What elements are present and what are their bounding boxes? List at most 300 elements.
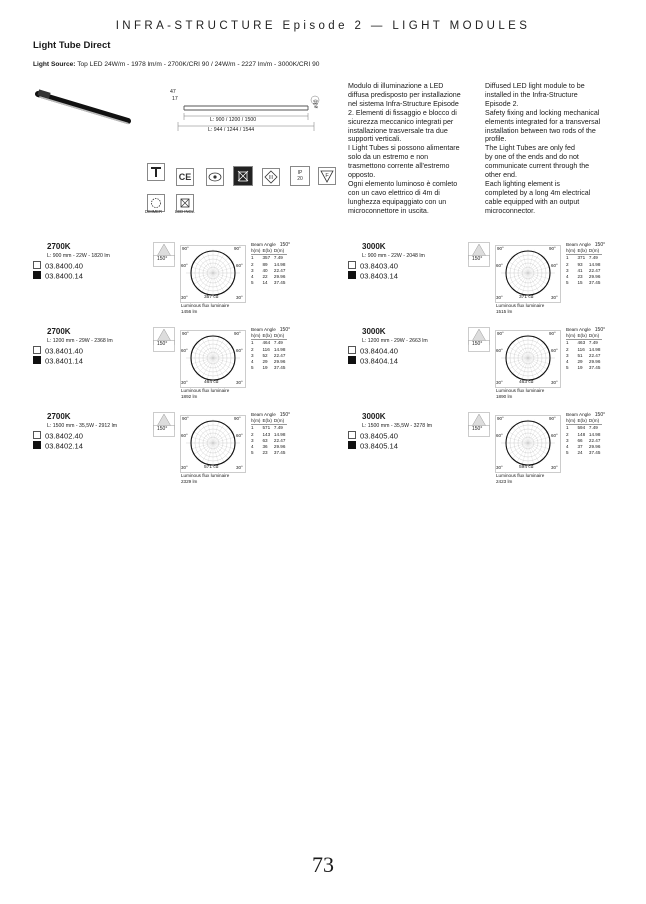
photometric-values	[566, 418, 602, 456]
description-line: installed in the Infra-Structure	[485, 90, 578, 99]
beam-angle-value: 150°	[472, 256, 483, 262]
table-cell: 22.47	[273, 437, 286, 443]
variant-temperature: 2700K	[47, 242, 71, 251]
beam-angle-text-value: 150°	[279, 242, 291, 248]
table-cell: 89	[262, 261, 268, 267]
beam-angle-text-value: 150°	[594, 412, 606, 418]
technical-drawing	[160, 86, 330, 142]
table-cell: 37.45	[588, 450, 601, 456]
table-cell: 22.47	[273, 267, 286, 273]
article-code-text: 03.8400.14	[45, 271, 84, 281]
table-header-row	[251, 248, 287, 255]
polar-angle-label: 60°	[181, 348, 188, 353]
table-cell: 29.96	[588, 359, 601, 365]
table-row	[251, 280, 287, 286]
luminous-flux-value: 1456 lm	[181, 309, 198, 314]
black-finish-swatch	[33, 356, 41, 364]
table-cell: 4	[251, 444, 254, 450]
article-code	[348, 441, 398, 451]
table-cell: 29.96	[273, 359, 286, 365]
article-code	[33, 346, 83, 356]
page-number: 73	[312, 852, 334, 877]
table-cell: 14	[262, 280, 268, 286]
description-english	[485, 82, 625, 216]
table-cell: 7.49	[273, 340, 283, 346]
table-header-row	[251, 333, 287, 340]
polar-diagram	[180, 330, 246, 393]
luminous-flux-value: 1892 lm	[181, 394, 198, 399]
description-line: sicurezza meccanico integrati per	[348, 117, 454, 126]
description-line: con un cavo elettrico di 4m di	[348, 188, 440, 197]
variant-spec: L: 1500 mm - 35,5W - 3278 lm	[362, 423, 433, 429]
table-cell: 4	[566, 444, 569, 450]
variant-block	[33, 412, 333, 492]
table-header-cell: E(lx)	[262, 333, 272, 339]
polar-angle-label: 90°	[234, 331, 241, 336]
table-cell: 463	[577, 340, 586, 346]
black-finish-swatch	[348, 441, 356, 449]
table-cell: 2	[251, 346, 254, 352]
beam-angle-box	[153, 339, 175, 357]
table-cell: 29.96	[588, 274, 601, 280]
light-source-line	[33, 61, 319, 68]
description-line: Ogni elemento luminoso è comleto	[348, 179, 458, 188]
f-mark-icon	[318, 167, 336, 185]
beam-angle-value: 150°	[157, 256, 168, 262]
class-iii-icon	[262, 168, 280, 186]
table-header-cell: h(m)	[566, 248, 576, 254]
luminous-flux-value: 1890 lm	[496, 394, 513, 399]
polar-angle-label: 30°	[496, 295, 503, 300]
ip20-icon	[290, 166, 310, 186]
description-line: Diffused LED light module to be	[485, 82, 585, 90]
table-cell: 29	[577, 359, 583, 365]
table-cell: 93	[577, 261, 583, 267]
table-row	[251, 340, 287, 347]
variant-spec: L: 1200 mm - 29W - 2663 lm	[362, 338, 428, 344]
description-line: installazione trasversale tra due	[348, 126, 448, 135]
polar-angle-label: 60°	[181, 433, 188, 438]
polar-angle-label: 30°	[236, 295, 243, 300]
table-row	[251, 365, 287, 371]
description-line: opposto.	[348, 171, 376, 180]
photometric-table	[566, 327, 605, 371]
beam-angle-text: Beam Angle	[566, 327, 591, 332]
dim-17: 17	[172, 96, 178, 102]
description-line: Modulo di illuminazione a LED	[348, 82, 444, 90]
table-row	[251, 450, 287, 456]
table-header-row	[566, 333, 602, 340]
article-code-text: 03.8402.40	[45, 431, 84, 441]
peak-intensity-label: 594 cd	[519, 465, 534, 470]
weee-icon	[233, 166, 253, 186]
table-cell: 2	[251, 261, 254, 267]
variant-block	[33, 327, 333, 407]
polar-diagram	[180, 245, 246, 308]
polar-angle-label: 30°	[496, 380, 503, 385]
luminous-flux-label: Luminous flux luminaire	[181, 303, 230, 308]
variant-spec: L: 1200 mm - 29W - 2368 lm	[47, 338, 113, 344]
table-cell: 22.47	[588, 437, 601, 443]
variant-spec: L: 1500 mm - 35,5W - 2912 lm	[47, 423, 118, 429]
polar-angle-label: 90°	[549, 331, 556, 336]
description-line: The Light Tubes are only fed	[485, 144, 575, 153]
article-code-text: 03.8402.14	[45, 441, 84, 451]
beam-angle-text-value: 150°	[279, 412, 291, 418]
article-code-text: 03.8404.14	[360, 356, 399, 366]
variant-block	[348, 242, 646, 322]
description-line: I Light Tubes si possono alimentare	[348, 144, 460, 153]
luminous-flux-label: Luminous flux luminaire	[496, 303, 545, 308]
table-cell: 22.47	[588, 352, 601, 358]
beam-angle-value: 150°	[472, 341, 483, 347]
description-line: trasmettono corrente all'estremo	[348, 162, 450, 171]
polar-angle-label: 60°	[236, 348, 243, 353]
table-cell: 1	[566, 425, 569, 431]
polar-angle-label: 90°	[182, 416, 189, 421]
table-cell: 4	[566, 274, 569, 280]
luminous-flux-value: 1515 lm	[496, 309, 513, 314]
white-finish-swatch	[33, 346, 41, 354]
dim-diameter: ø30	[313, 99, 320, 109]
description-line: Each lighting element is	[485, 179, 560, 188]
table-cell: 357	[262, 255, 271, 261]
table-header-cell: D(m)	[588, 248, 600, 254]
beam-angle-text-value: 150°	[279, 327, 291, 333]
table-cell: 29.96	[588, 444, 601, 450]
table-cell: 1	[251, 255, 254, 261]
article-code-text: 03.8401.40	[45, 346, 84, 356]
table-cell: 19	[262, 365, 268, 371]
table-cell: 22.47	[588, 267, 601, 273]
table-cell: 5	[566, 280, 569, 286]
polar-angle-label: 90°	[497, 331, 504, 336]
photometric-values	[566, 248, 602, 286]
table-header-cell: h(m)	[251, 418, 261, 424]
table-cell: 3	[566, 437, 569, 443]
luminous-flux-label: Luminous flux luminaire	[496, 473, 545, 478]
table-cell: 29.96	[273, 444, 286, 450]
description-line: microconnector.	[485, 206, 536, 215]
table-header-row	[566, 418, 602, 425]
polar-angle-label: 90°	[234, 416, 241, 421]
product-title: Light Tube Direct	[33, 40, 111, 51]
table-cell: 4	[251, 359, 254, 365]
beam-angle-value: 150°	[157, 341, 168, 347]
white-finish-swatch	[348, 431, 356, 439]
table-header-cell: E(lx)	[577, 248, 587, 254]
article-code	[33, 356, 83, 366]
table-cell: 5	[566, 450, 569, 456]
photometric-values	[251, 248, 287, 286]
table-cell: 7.49	[588, 255, 598, 261]
beam-angle-box	[153, 424, 175, 442]
table-cell: 116	[262, 346, 270, 352]
description-line: by one of the ends and do not	[485, 153, 579, 162]
table-header-cell: D(m)	[273, 418, 285, 424]
table-row	[566, 450, 602, 456]
table-cell: 23	[577, 274, 583, 280]
article-code	[348, 356, 398, 366]
polar-angle-label: 90°	[549, 246, 556, 251]
led-included-label: LED INCL.	[175, 209, 196, 214]
table-cell: 1	[251, 425, 254, 431]
table-cell: 143	[262, 431, 271, 437]
article-code-text: 03.8404.40	[360, 346, 399, 356]
beam-angle-text: Beam Angle	[251, 327, 276, 332]
enec-icon	[206, 168, 224, 186]
table-cell: 41	[577, 267, 583, 273]
light-source-label: Light Source:	[33, 61, 76, 68]
beam-angle-value: 150°	[157, 426, 168, 432]
photometric-table	[566, 242, 605, 286]
polar-angle-label: 60°	[236, 263, 243, 268]
polar-angle-label: 30°	[181, 295, 188, 300]
table-cell: 3	[566, 352, 569, 358]
description-line: supporti verticali.	[348, 135, 402, 144]
table-row	[566, 425, 602, 432]
beam-angle-box	[468, 254, 490, 272]
article-code-text: 03.8403.40	[360, 261, 399, 271]
polar-angle-label: 90°	[234, 246, 241, 251]
table-header-cell: h(m)	[566, 333, 576, 339]
beam-angle-text: Beam Angle	[251, 242, 276, 247]
polar-angle-label: 30°	[551, 295, 558, 300]
beam-angle-text-value: 150°	[594, 242, 606, 248]
description-line: profile.	[485, 135, 507, 144]
table-cell: 22	[262, 274, 268, 280]
table-cell: 19	[577, 365, 583, 371]
table-cell: 1	[251, 340, 254, 346]
table-header-cell: h(m)	[566, 418, 576, 424]
table-cell: 2	[566, 346, 569, 352]
polar-angle-label: 30°	[496, 465, 503, 470]
description-line: installation between two rods of the	[485, 126, 596, 135]
photometric-values	[251, 418, 287, 456]
table-cell: 5	[566, 365, 569, 371]
table-cell: 29.96	[273, 274, 286, 280]
description-line: elements integrated for a transversal	[485, 117, 601, 126]
description-line: communicate current through the	[485, 162, 590, 171]
table-cell: 22.47	[273, 352, 286, 358]
photometric-table	[251, 327, 290, 371]
table-cell: 37	[577, 444, 583, 450]
polar-angle-label: 30°	[551, 380, 558, 385]
table-header-cell: D(m)	[273, 248, 285, 254]
table-cell: 2	[566, 431, 569, 437]
description-line: other end.	[485, 171, 517, 180]
description-line: completed by a long 4m electrical	[485, 188, 591, 197]
product-photo	[34, 88, 134, 130]
svg-text:F: F	[325, 173, 329, 179]
light-source-text: Top LED 24W/m - 1978 lm/m - 2700K/CRI 90 / 24W/m - 2227 lm/m - 3000K/CRI 90	[77, 61, 320, 68]
description-line: diffusa predisposto per installazione	[348, 90, 461, 99]
variant-temperature: 3000K	[362, 327, 386, 336]
polar-angle-label: 90°	[497, 246, 504, 251]
polar-diagram	[495, 245, 561, 308]
table-header-cell: E(lx)	[262, 418, 272, 424]
table-cell: 36	[262, 444, 268, 450]
table-cell: 14.98	[588, 346, 601, 352]
table-cell: 571	[262, 425, 271, 431]
beam-angle-box	[468, 424, 490, 442]
beam-angle-text: Beam Angle	[566, 242, 591, 247]
table-cell: 23	[262, 450, 268, 456]
beam-angle-text: Beam Angle	[566, 412, 591, 417]
table-cell: 37.45	[273, 365, 286, 371]
polar-angle-label: 60°	[496, 263, 503, 268]
photometric-table	[566, 412, 605, 456]
peak-intensity-label: 463 cd	[519, 380, 534, 385]
polar-angle-label: 60°	[496, 348, 503, 353]
table-cell: 594	[577, 425, 586, 431]
article-code	[33, 431, 83, 441]
table-cell: 464	[262, 340, 271, 346]
table-cell: 37.45	[588, 365, 601, 371]
ceiling-mount-icon	[147, 163, 165, 181]
variant-spec: L: 900 mm - 22W - 2048 lm	[362, 253, 425, 259]
article-code-text: 03.8405.14	[360, 441, 399, 451]
table-cell: 1	[566, 340, 569, 346]
luminous-flux-value: 2423 lm	[496, 479, 513, 484]
polar-angle-label: 60°	[551, 348, 558, 353]
photometric-values	[566, 333, 602, 371]
table-cell: 148	[577, 431, 586, 437]
article-code	[348, 261, 398, 271]
ce-icon: CE	[176, 168, 194, 186]
table-header-cell: E(lx)	[577, 333, 587, 339]
table-header-cell: D(m)	[273, 333, 285, 339]
table-cell: 2	[566, 261, 569, 267]
article-code-text: 03.8405.40	[360, 431, 399, 441]
table-cell: 37.45	[273, 450, 286, 456]
dimmer-label: DIMMER	[145, 209, 162, 214]
polar-angle-label: 30°	[236, 465, 243, 470]
polar-angle-label: 90°	[182, 246, 189, 251]
variant-temperature: 2700K	[47, 412, 71, 421]
article-code	[348, 431, 398, 441]
table-row	[251, 255, 287, 262]
table-row	[566, 255, 602, 262]
table-row	[566, 280, 602, 286]
black-finish-swatch	[33, 441, 41, 449]
white-finish-swatch	[348, 346, 356, 354]
table-cell: 37.45	[273, 280, 286, 286]
table-cell: 5	[251, 280, 254, 286]
polar-angle-label: 30°	[236, 380, 243, 385]
description-line: microconnettore in uscita.	[348, 206, 429, 215]
table-cell: 14.98	[273, 346, 286, 352]
beam-angle-text-value: 150°	[594, 327, 606, 333]
variant-block	[348, 327, 646, 407]
table-cell: 37.45	[588, 280, 601, 286]
article-code-text: 03.8403.14	[360, 271, 399, 281]
table-cell: 3	[251, 267, 254, 273]
description-line: lunghezza equipaggiato con un	[348, 197, 447, 206]
description-line: 2. Elementi di fissaggio e blocco di	[348, 108, 457, 117]
table-cell: 66	[577, 437, 583, 443]
table-cell: 51	[577, 352, 583, 358]
table-header-cell: E(lx)	[262, 248, 272, 254]
polar-angle-label: 90°	[497, 416, 504, 421]
table-cell: 3	[251, 352, 254, 358]
variant-spec: L: 900 mm - 22W - 1820 lm	[47, 253, 110, 259]
table-cell: 4	[566, 359, 569, 365]
table-cell: 7.49	[588, 425, 598, 431]
table-cell: 7.49	[273, 425, 283, 431]
table-cell: 7.49	[273, 255, 283, 261]
article-code	[348, 346, 398, 356]
table-cell: 40	[262, 267, 268, 273]
article-code	[33, 261, 83, 271]
table-row	[251, 425, 287, 432]
table-cell: 3	[251, 437, 254, 443]
peak-intensity-label: 464 cd	[204, 380, 219, 385]
polar-angle-label: 60°	[496, 433, 503, 438]
black-finish-swatch	[348, 356, 356, 364]
variant-temperature: 3000K	[362, 412, 386, 421]
variant-block	[348, 412, 646, 492]
page-header: INFRA-STRUCTURE Episode 2 — LIGHT MODULES	[115, 20, 531, 32]
table-header-cell: h(m)	[251, 333, 261, 339]
table-row	[566, 340, 602, 347]
luminous-flux-value: 2329 lm	[181, 479, 198, 484]
article-code	[33, 271, 83, 281]
variant-block	[33, 242, 333, 322]
white-finish-swatch	[348, 261, 356, 269]
table-cell: 1	[566, 255, 569, 261]
polar-diagram	[495, 415, 561, 478]
variant-temperature: 2700K	[47, 327, 71, 336]
polar-angle-label: 60°	[551, 263, 558, 268]
table-header-cell: D(m)	[588, 418, 600, 424]
table-header-cell: h(m)	[251, 248, 261, 254]
svg-text:III: III	[268, 175, 274, 181]
table-cell: 3	[566, 267, 569, 273]
table-cell: 52	[262, 352, 268, 358]
table-cell: 14.98	[588, 431, 601, 437]
article-code-text: 03.8400.40	[45, 261, 84, 271]
polar-diagram	[495, 330, 561, 393]
beam-angle-text: Beam Angle	[251, 412, 276, 417]
table-cell: 116	[577, 346, 585, 352]
luminous-flux-label: Luminous flux luminaire	[496, 388, 545, 393]
beam-angle-box	[153, 254, 175, 272]
table-cell: 371	[577, 255, 586, 261]
description-line: nel sistema Infra-Structure Episode	[348, 99, 459, 108]
ip-value: 20	[297, 176, 303, 182]
table-cell: 5	[251, 450, 254, 456]
description-line: solo da un estremo e non	[348, 153, 429, 162]
table-cell: 63	[262, 437, 268, 443]
table-cell: 4	[251, 274, 254, 280]
luminous-flux-label: Luminous flux luminaire	[181, 473, 230, 478]
photometric-table	[251, 412, 290, 456]
table-cell: 5	[251, 365, 254, 371]
polar-angle-label: 90°	[549, 416, 556, 421]
table-cell: 14.98	[273, 431, 286, 437]
white-finish-swatch	[33, 431, 41, 439]
table-cell: 29	[262, 359, 268, 365]
description-line: cable equipped with an output	[485, 197, 580, 206]
table-cell: 7.49	[588, 340, 598, 346]
table-row	[566, 365, 602, 371]
variant-temperature: 3000K	[362, 242, 386, 251]
table-cell: 14.98	[273, 261, 286, 267]
table-header-row	[566, 248, 602, 255]
table-cell: 2	[251, 431, 254, 437]
photometric-table	[251, 242, 290, 286]
